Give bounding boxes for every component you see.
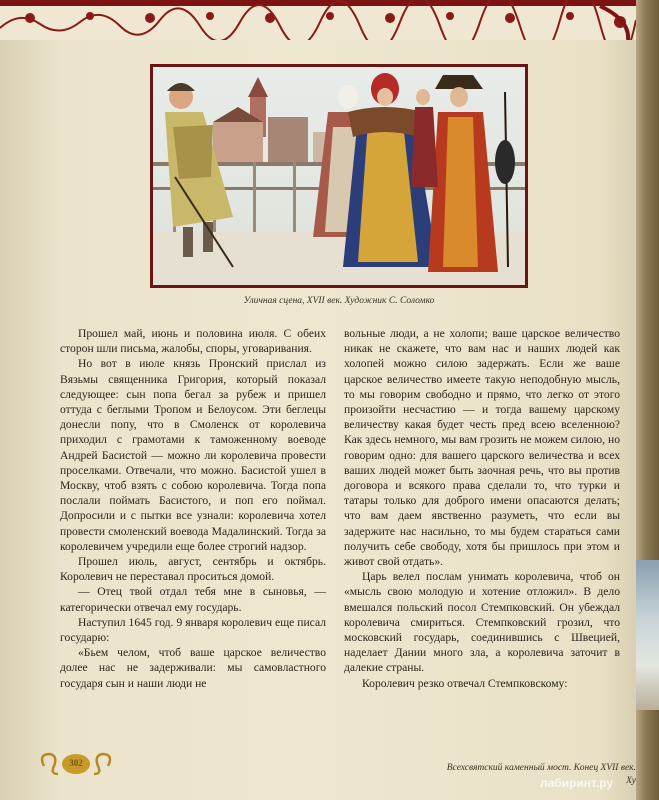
facing-page-illustration [636,560,659,710]
text-column-left [60,326,326,691]
paragraph: «Бьем челом, чтоб ваше царское величество долее нас не задерживали: мы самовластного государя сын и наши люди не [60,646,326,690]
paragraph: — Отец твой отдал тебя мне в сыновья, — категорически отвечал ему государь. [60,585,326,614]
caption-line: Всехсвятский каменный мост. Конец XVII век. [446,763,636,773]
paragraph: вольные люди, а не холопи; ваше царское величество никак не скажете, что вам нас и наших людей как холопей можно силою задержать. Если же ваше царское величество имеете такую неподобную мысль, то мы говорим свободно и прямо, что легко от этого произойти несчастию — и тогда вашему царскому величеству какая будет честь пред всею вселенною? Как здесь немного, мы вам грозить не можем силою, но говорим одно: для вашего царского величества и всех ваших людей может быть заочная речь, что вы против договора и всякого права сделали то, что турки и татары только для доброго имени опасаются делать; что вам даем явственно разуметь, что если вы задержите нас насильно, то мы будем стараться сами получить себе свободу, хотя бы пришлось при этом и живот свой отдать». [344,327,620,569]
paragraph: Прошел май, июнь и половина июля. С обеих сторон шли письма, жалобы, споры, уговаривания. [60,327,326,356]
paragraph: Королевич резко отвечал Стемпковскому: [362,676,568,690]
illustration-street-scene [150,64,528,288]
page-number: 302 [69,758,83,768]
paragraph: Наступил 1645 год. 9 января королевич еще писал государю: [60,615,326,645]
caption-line: Ху [626,776,636,786]
paragraph: Прошел июль, август, сентябрь и октябрь. Королевич не переставал проситься домой. [60,555,326,584]
watermark: лабиринт.ру [540,776,614,790]
text-column-right [344,326,620,691]
floral-ornament-icon [0,0,659,40]
paragraph: Царь велел послам унимать королевича, чтоб он «мысль свою молодую и хотение отложил». В дело вмешался польский посол Стемпковский. Он убеждал королевича смириться. Стемпковский грозил, что московский государь, соединившись с Швецией, наделает Дании много зла, а королевича заточит в далекие страны. [344,570,620,675]
illustration-caption: Уличная сцена, XVII век. Художник С. Соломко [243,296,435,306]
ornamental-border [0,0,659,40]
paragraph: Но вот в июле князь Пронский прислал из Вязьмы священника Григория, который показал следующее: сын попа бегал за рубеж и пришел оттуда с беглыми Тропом и Белоусом. Эти беглецы донесли попу, что в Смоленск от королевича приходил с грамотами к таможенному воеводе Андрей Басистой — можно ли королевича провести проселками. Отвечали, что можно. Басистой ушел в Москву, чтоб взять с собою королевича. Тогда попа послали поймать Басистого, и поп его поймал. Допросили и с пытки все узнали: королевича хотел провести смоленский воевода Мадалинский. Тогда за королевичем учредили еще более строгий надзор. [60,357,326,553]
